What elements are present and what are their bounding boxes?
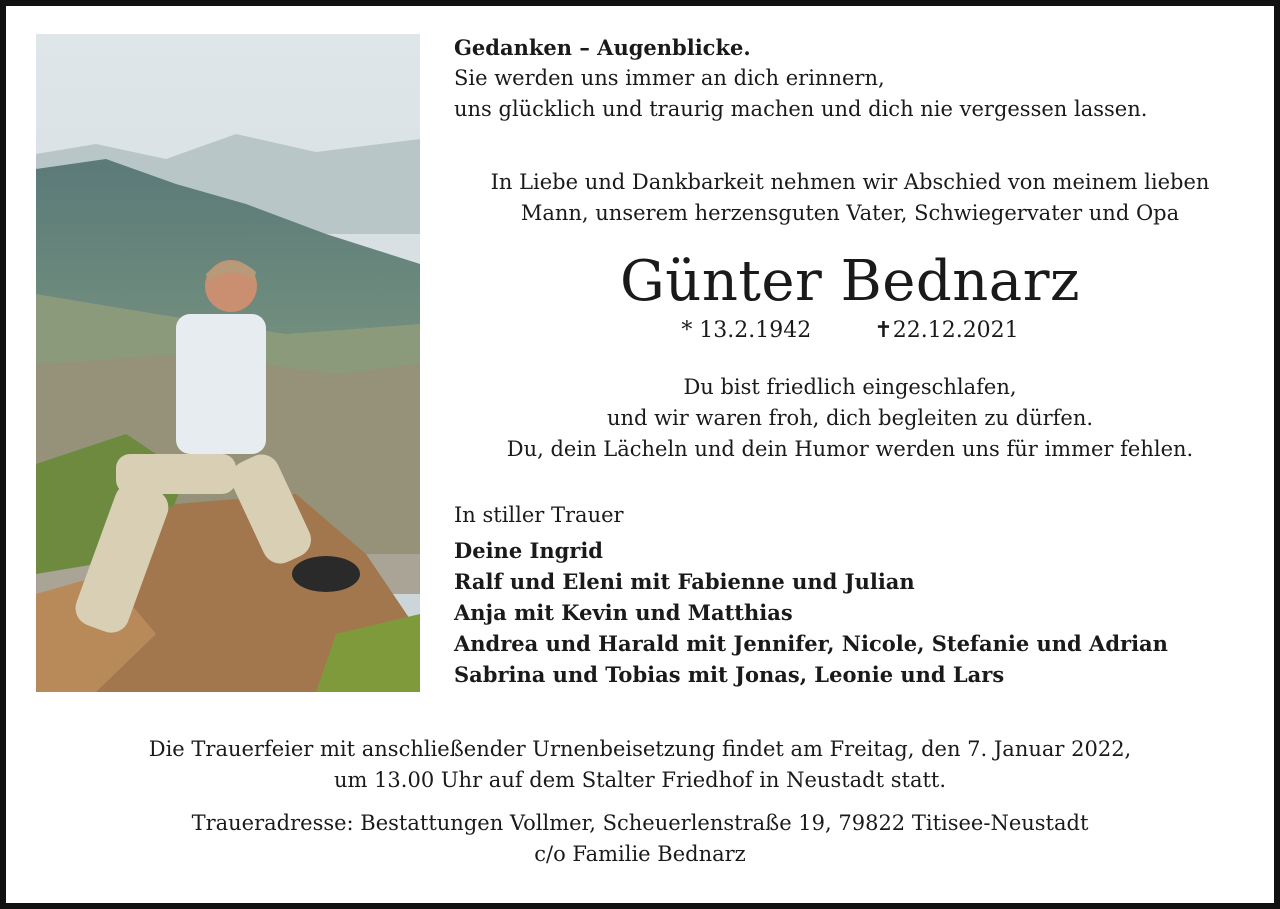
address-line: Traueradresse: Bestattungen Vollmer, Scheuerlenstraße 19, 79822 Titisee-Neustadt [191, 811, 1089, 835]
mourner-line: Ralf und Eleni mit Fabienne und Julian [454, 569, 915, 594]
address-line: c/o Familie Bednarz [534, 842, 746, 866]
death-date: ✝22.12.2021 [874, 318, 1019, 343]
mourner-line: Anja mit Kevin und Matthias [454, 600, 793, 625]
deceased-name: Günter Bednarz [620, 249, 1080, 314]
poem-line: Du bist friedlich eingeschlafen, [683, 375, 1017, 399]
poem-line: und wir waren froh, dich begleiten zu dürfen. [606, 406, 1094, 430]
poem-line: Du, dein Lächeln und dein Humor werden uns für immer fehlen. [506, 437, 1194, 461]
intro-line: Mann, unserem herzensguten Vater, Schwiegervater und Opa [520, 201, 1180, 225]
mourner-line: Sabrina und Tobias mit Jonas, Leonie und Lars [454, 662, 1005, 687]
ceremony-line: um 13.00 Uhr auf dem Stalter Friedhof in Neustadt statt. [333, 768, 947, 792]
quote-title: Gedanken – Augenblicke. [454, 35, 751, 60]
quote-line: Sie werden uns immer an dich erinnern, [454, 66, 885, 90]
quote-line: uns glücklich und traurig machen und dich nie vergessen lassen. [454, 97, 1148, 121]
portrait-photo [36, 34, 420, 692]
ceremony-line: Die Trauerfeier mit anschließender Urnenbeisetzung findet am Freitag, den 7. Januar 2022, [148, 737, 1132, 761]
birth-date: * 13.2.1942 [681, 318, 812, 343]
intro-line: In Liebe und Dankbarkeit nehmen wir Abschied von meinem lieben [490, 170, 1210, 194]
mourners-heading: In stiller Trauer [454, 503, 624, 527]
mourner-line: Andrea und Harald mit Jennifer, Nicole, Stefanie und Adrian [454, 631, 1168, 656]
mourner-line: Deine Ingrid [454, 538, 603, 563]
